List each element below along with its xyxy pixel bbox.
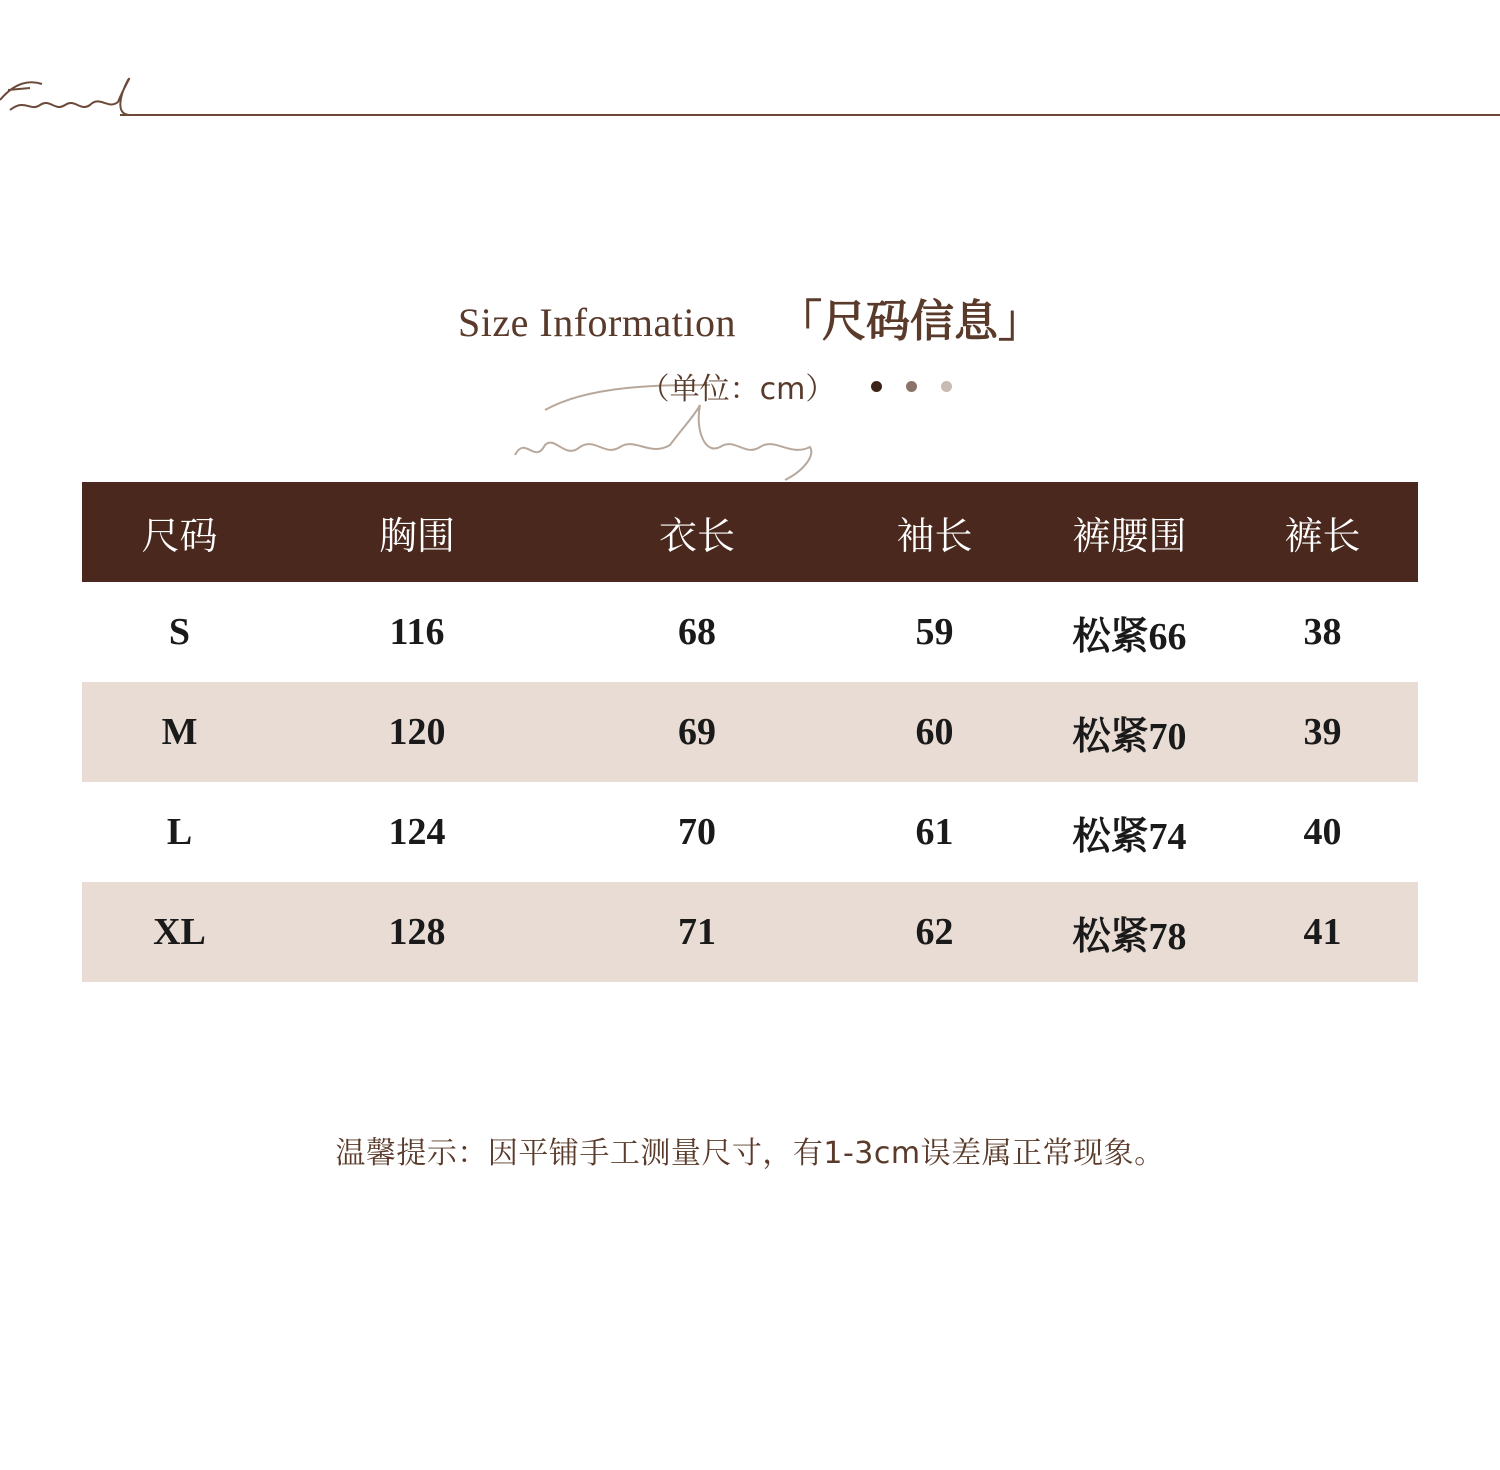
cell-size: XL [82, 882, 277, 982]
cell-waist: 松紧74 [1072, 815, 1187, 858]
measurement-notice: 温馨提示：因平铺手工测量尺寸，有1-3cm误差属正常现象。 [335, 1136, 1165, 1171]
cell-waist: 松紧66 [1072, 615, 1187, 658]
title-row [0, 285, 1500, 349]
cell-waist: 松紧70 [1032, 682, 1227, 782]
dot-dark [871, 381, 882, 392]
cell-sleeve: 60 [837, 682, 1032, 782]
signature-line-decoration [0, 60, 1500, 140]
unit-label: （单位：cm） [639, 372, 836, 407]
col-header-size: 尺码 [82, 482, 277, 582]
cell-length: 71 [557, 882, 837, 982]
cell-pants-length: 39 [1227, 682, 1418, 782]
title-english: Size Information [458, 300, 736, 345]
table-row [82, 782, 1418, 882]
col-header-sleeve: 袖长 [837, 482, 1032, 582]
cell-pants-length: 38 [1303, 611, 1342, 653]
cell-chest: 116 [389, 611, 445, 653]
cell-sleeve: 59 [915, 611, 954, 653]
col-header-waist: 裤腰围 [1032, 482, 1227, 582]
dot-light [941, 381, 952, 392]
unit-row [0, 364, 1500, 408]
cell-chest: 128 [277, 882, 557, 982]
cell-chest: 124 [388, 811, 446, 853]
table-row [82, 682, 1418, 782]
cell-pants-length: 41 [1227, 882, 1418, 982]
table-row [82, 882, 1418, 982]
dot-medium [906, 381, 917, 392]
cell-sleeve: 61 [915, 811, 954, 853]
cell-size: S [168, 611, 191, 653]
cell-size: M [82, 682, 277, 782]
table-row [82, 582, 1418, 682]
col-header-chest: 胸围 [277, 482, 557, 582]
cell-waist: 松紧78 [1032, 882, 1227, 982]
size-table [82, 482, 1418, 982]
dot-divider [871, 381, 952, 392]
cell-length: 69 [557, 682, 837, 782]
col-header-pants-length: 裤长 [1227, 482, 1418, 582]
title-chinese: 「尺码信息」 [777, 296, 1042, 347]
cell-sleeve: 62 [837, 882, 1032, 982]
cell-length: 68 [678, 611, 716, 653]
cell-size: L [166, 811, 193, 853]
col-header-length: 衣长 [557, 482, 837, 582]
cell-chest: 120 [277, 682, 557, 782]
table-header-row [82, 482, 1418, 582]
cell-pants-length: 40 [1303, 811, 1342, 853]
cell-length: 70 [678, 811, 716, 853]
